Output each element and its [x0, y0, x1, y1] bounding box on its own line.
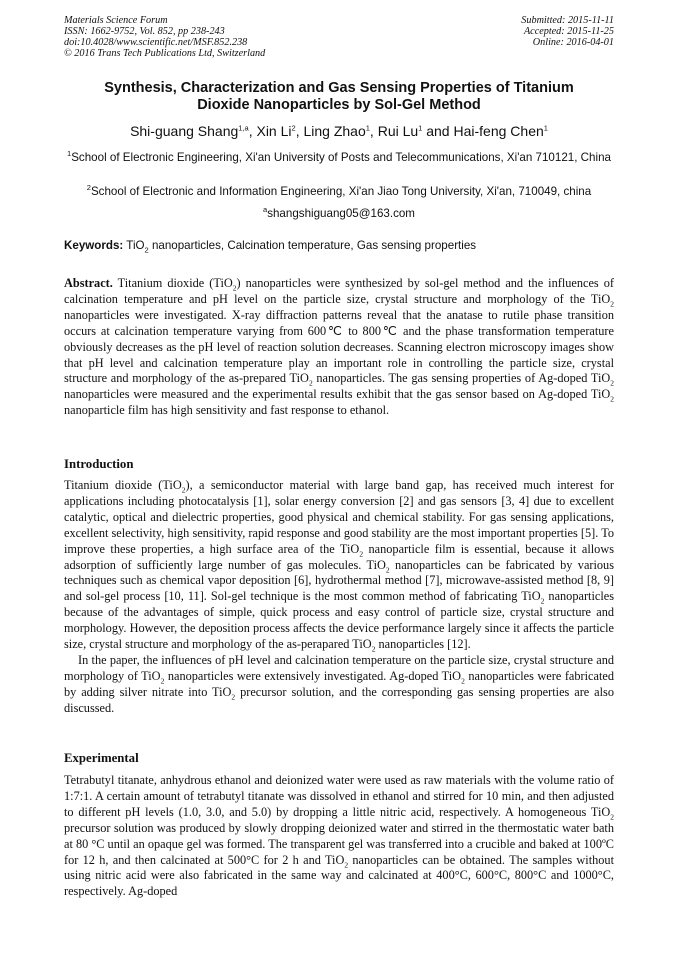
abstract-text [64, 276, 614, 417]
text-segment: precursor solution was produced by slowly dropping deionized water and stirred in the thermostatic water bath at 80 °C until an opaque gel was formed. The transparent gel was transferred into a crucible and baked at 100ºC for 12 h, and then calcinated at 500°C for 2 h and TiO [64, 820, 614, 867]
subscript: 2 [540, 596, 545, 606]
keywords-label: Keywords: [64, 239, 124, 252]
accepted-date: Accepted: 2015-11-25 [523, 26, 614, 37]
affiliation-1 [64, 150, 614, 165]
text-segment: nanoparticles were fabricated by adding silver nitrate into TiO [64, 668, 614, 699]
text-segment: nanoparticles because of the advantages of simple, quick process and easy control of particle size, crystal structure and morphology. However, the deposition process affects the device performance largely since it affects the particle size, crystal structure and morphology of the as-perapared TiO [64, 589, 614, 652]
affiliation-text: School of Electronic Engineering, Xi'an University of Posts and Telecommunications, Xi'an 710121, China [71, 151, 611, 164]
author-affiliation-mark: 1,a [238, 123, 249, 133]
subscript: 2 [610, 378, 615, 388]
author-affiliation-mark: 1 [418, 123, 423, 133]
paper-title [64, 80, 614, 114]
author-name: Xin Li [256, 123, 292, 139]
keywords-text: nanoparticles, Calcination temperature, Gas sensing properties [148, 239, 477, 252]
subscript: 2 [308, 378, 313, 388]
author-separator: , [248, 123, 257, 139]
journal-issn: ISSN: 1662-9752, Vol. 852, pp 238-243 [64, 26, 225, 37]
journal-name: Materials Science Forum [64, 15, 168, 26]
email-text: shangshiguang05@163.com [267, 207, 415, 220]
subscript: 2 [461, 676, 465, 686]
author-affiliation-mark: 1 [543, 123, 548, 133]
author-list [64, 123, 614, 140]
introduction-heading: Introduction [64, 457, 134, 471]
online-date: Online: 2016-04-01 [532, 37, 614, 48]
text-segment: nanoparticles. The gas sensing properties of Ag-doped TiO [312, 371, 611, 386]
subscript: 2 [610, 394, 614, 404]
text-segment: ), a semiconductor material with large band gap, has received much interest for applications including photocatalysis [1], solar energy conversion [2] and gas sensors [3, 4] due to excellent catalytic, optical and dielectric properties, good physical and chemical stability. For gas sensing applications, excellent selectivity, high sensitivity, rapid response and good stability are the most important properties [5]. To improve these properties, a high surface area of the TiO [64, 478, 614, 556]
text-segment: nanoparticle film is essential, because it allows adsorption of sufficiently large number of gas molecules. TiO [64, 541, 614, 572]
subscript: 2 [232, 283, 237, 293]
subscript: 2 [160, 676, 165, 686]
text-segment: nanoparticles were investigated. X-ray diffraction patterns reveal that the anatase to rutile phase transition occurs at calcination temperature varying from 600℃ to 800℃ and the phase transformation temperature obviously decreases as the pH level of reaction solution decreases. Scanning electron microscopy images show that pH level and calcination temperature play an important role in controlling the particle size, crystal structure and morphology of the as-prepared TiO [64, 307, 614, 386]
keywords [64, 238, 614, 253]
introduction-paragraph-1 [64, 478, 614, 653]
text-segment: nanoparticle film has high sensitivity and fast response to ethanol. [64, 403, 390, 418]
journal-doi: doi:10.4028/www.scientific.net/MSF.852.238 [64, 37, 248, 48]
text-segment: Tetrabutyl titanate, anhydrous ethanol and deionized water were used as raw materials with the volume ratio of 1:7:1. A certain amount of tetrabutyl titanate was dissolved in ethanol and stirred for 10 min, and then adjusted to different pH levels (1.0, 3.0, and 5.0) by dropping a little nitric acid, respectively. A homogeneous TiO [64, 773, 614, 819]
title-line-2: Dioxide Nanoparticles by Sol-Gel Method [197, 97, 481, 113]
experimental-body [64, 773, 614, 900]
text-segment: precursor solution, and the corresponding gas sensing properties are also discussed. [64, 684, 614, 715]
author-affiliation-mark: 1 [365, 123, 370, 133]
email-mark: a [263, 205, 268, 215]
text-segment: nanoparticles can be fabricated by various techniques such as chemical vapor deposition [6], hydrothermal method [7], microwave-assisted method [8, 9] and sol-gel process [10, 11]. Sol-gel technique is the most common method of fabricating TiO [64, 557, 614, 604]
author-name: Ling Zhao [303, 123, 366, 139]
submitted-date: Submitted: 2015-11-11 [521, 15, 614, 26]
author-affiliation-mark: 2 [291, 123, 296, 133]
author-separator: , [295, 123, 304, 139]
text-segment: nanoparticles were extensively investigated. Ag-doped TiO [164, 668, 462, 683]
subscript: 2 [385, 564, 390, 574]
text-segment: Titanium dioxide (TiO [64, 478, 182, 492]
author-name: Shi-guang Shang [130, 123, 239, 139]
affiliation-mark: 2 [86, 183, 91, 193]
journal-header [64, 15, 265, 59]
corresponding-email [64, 206, 614, 221]
affiliation-text: School of Electronic and Information Engineering, Xi'an Jiao Tong University, Xi'an, 710049, china [90, 185, 592, 198]
introduction-body [64, 478, 614, 717]
experimental-heading: Experimental [64, 751, 139, 765]
title-line-1: Synthesis, Characterization and Gas Sensing Properties of Titanium [104, 80, 574, 96]
abstract [64, 276, 614, 419]
author-separator: , [369, 123, 378, 139]
keywords-subscript: 2 [144, 245, 149, 255]
text-segment: nanoparticles were measured and the experimental results exhibit that the gas sensor based on Ag-doped TiO [64, 387, 611, 402]
journal-copyright: © 2016 Trans Tech Publications Ltd, Switzerland [64, 48, 266, 59]
affiliation-2 [64, 184, 614, 199]
affiliation-mark: 1 [67, 149, 72, 159]
author-name: Hai-feng Chen [453, 123, 544, 139]
text-segment: In the paper, the influences of pH level and calcination temperature on the particle size, crystal structure and morphology of TiO [64, 652, 614, 683]
text-segment: nanoparticles can be obtained. The samples without using nitric acid were also fabricated in the same way and calcinated at 400°C, 600°C, 800°C and 1000°C, respectively. Ag-doped [64, 852, 615, 899]
abstract-label: Abstract. [64, 276, 113, 290]
experimental-paragraph-1 [64, 773, 614, 900]
author-separator: and [422, 123, 454, 139]
author-name: Rui Lu [377, 123, 419, 139]
subscript: 2 [231, 692, 236, 702]
subscript: 2 [359, 549, 364, 559]
subscript: 2 [344, 859, 349, 869]
text-segment: Titanium dioxide (TiO [112, 276, 233, 290]
dates-header [521, 15, 614, 48]
introduction-paragraph-2 [64, 653, 614, 717]
subscript: 2 [610, 299, 614, 309]
keywords-text: TiO [123, 239, 145, 252]
subscript: 2 [371, 644, 376, 654]
text-segment: nanoparticles [12]. [375, 637, 471, 652]
text-segment: ) nanoparticles were synthesized by sol-gel method and the influences of calcination temperature and pH level on the particle size, crystal structure and morphology of the TiO [64, 276, 614, 306]
subscript: 2 [610, 812, 614, 822]
subscript: 2 [181, 485, 186, 495]
